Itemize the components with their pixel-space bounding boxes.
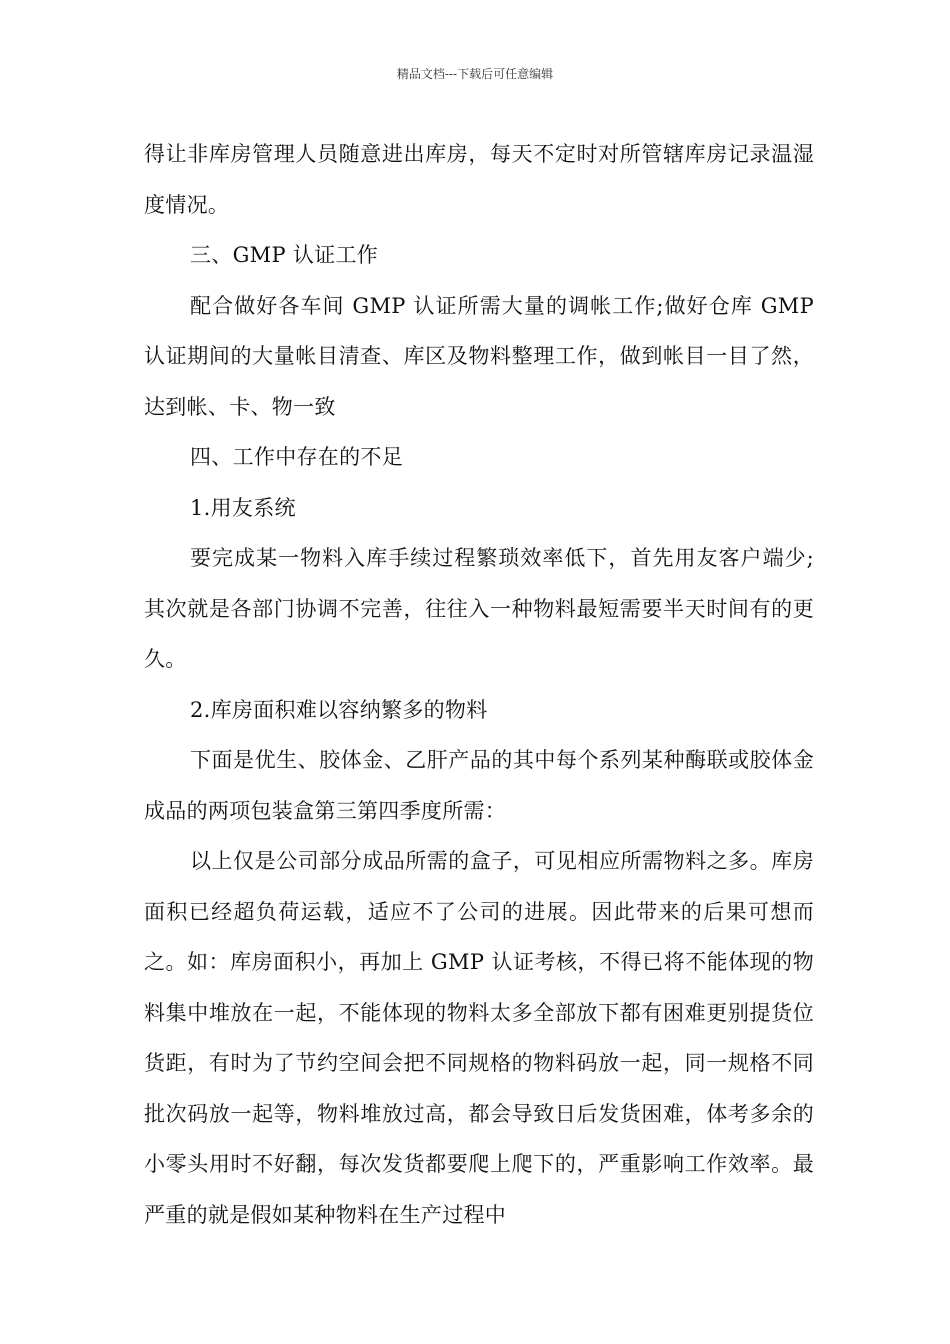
page-header: 精品文档---下载后可任意编辑 xyxy=(396,67,554,81)
paragraph-packaging-needs: 下面是优生、胶体金、乙肝产品的其中每个系列某种酶联或胶体金成品的两项包装盒第三第四季度所需： xyxy=(144,748,814,823)
document-body xyxy=(144,129,814,1240)
subheading-yonyou-system: 1.用友系统 xyxy=(190,495,296,520)
subheading-storage-area: 2.库房面积难以容纳繁多的物料 xyxy=(190,697,488,722)
heading-gmp-certification: 三、GMP 认证工作 xyxy=(190,243,379,267)
paragraph-storage-access: 得让非库房管理人员随意进出库房，每天不定时对所管辖库房记录温湿度情况。 xyxy=(144,142,814,217)
paragraph-storage-problems: 以上仅是公司部分成品所需的盒子，可见相应所需物料之多。库房面积已经超负荷运载，适应不了公司的进展。因此带来的后果可想而之。如：库房面积小，再加上 GMP 认证考核，不得已将不能体现的物料集中堆放在一起，不能体现的物料太多全部放下都有困难更别提货位货距，有时为了节约空间会把不同规格的物料码放一起，同一规格不同批次码放一起等，物料堆放过高，都会导致日后发货困难，体考多余的小零头用时不好翻，每次发货都要爬上爬下的，严重影响工作效率。最严重的就是假如某种物料在生产过程中 xyxy=(144,849,814,1227)
paragraph-gmp-work: 配合做好各车间 GMP 认证所需大量的调帐工作;做好仓库 GMP 认证期间的大量帐目清查、库区及物料整理工作，做到帐目一目了然，达到帐、卡、物一致 xyxy=(144,293,814,419)
paragraph-yonyou-system: 要完成某一物料入库手续过程繁琐效率低下，首先用友客户端少;其次就是各部门协调不完善，往往入一种物料最短需要半天时间有的更久。 xyxy=(144,546,814,671)
heading-shortcomings: 四、工作中存在的不足 xyxy=(190,445,403,469)
